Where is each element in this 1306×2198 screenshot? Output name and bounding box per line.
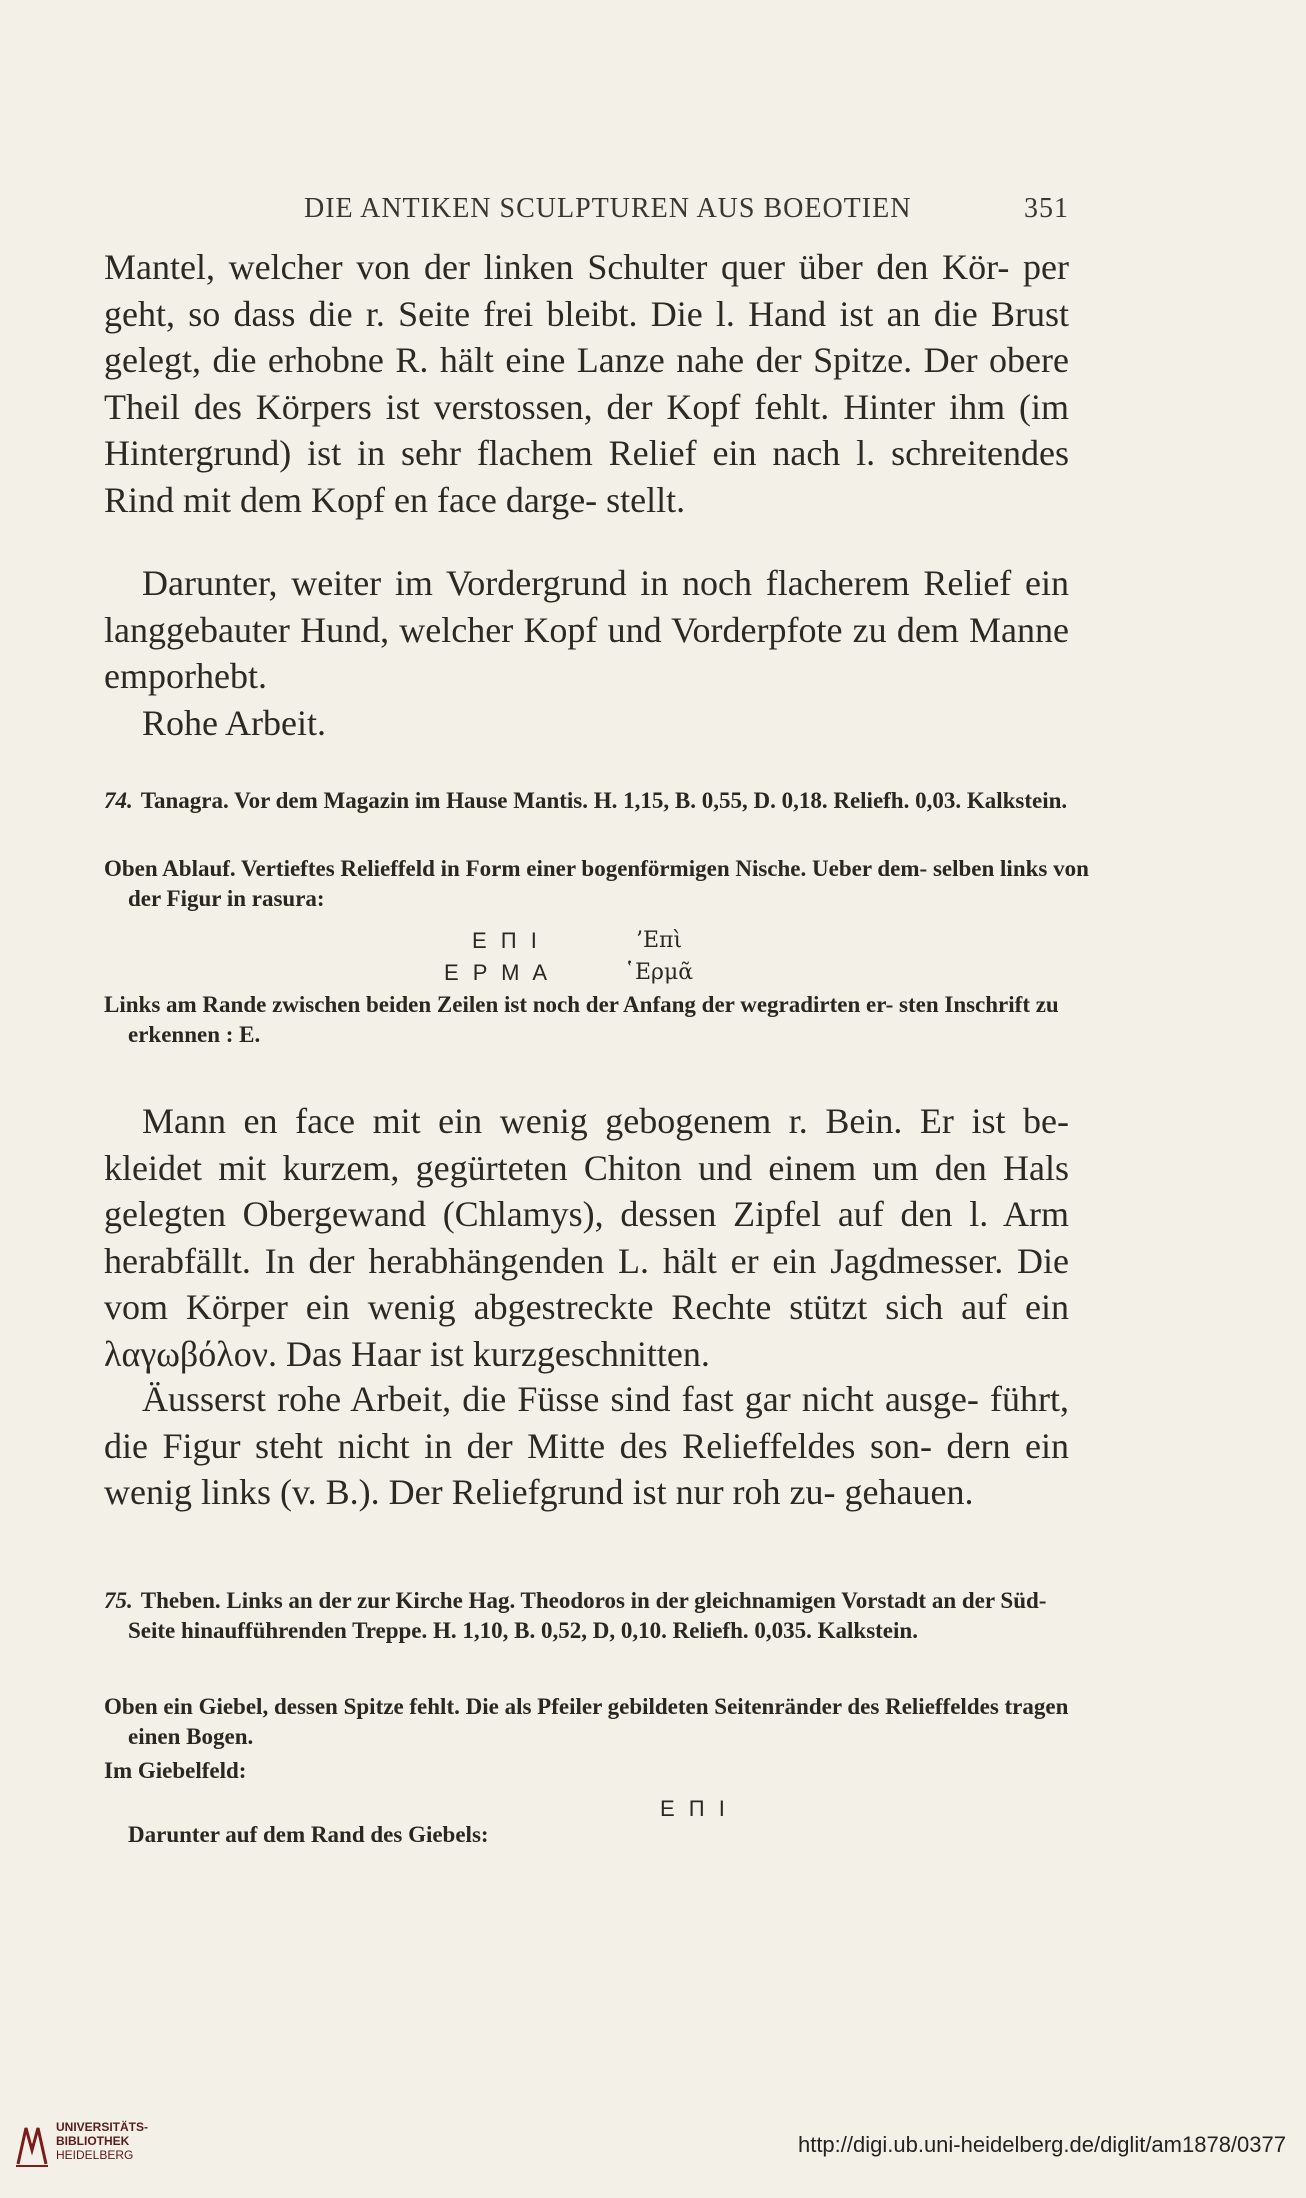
entry-74-line1: Tanagra. Vor dem Magazin im Hause Mantis. H. 1,15, B. 0,55, D. 0,18. Reliefh. 0,03. Kalkstein. — [140, 788, 1068, 813]
library-logo — [14, 2120, 164, 2180]
logo-line-1: UNIVERSITÄTS- — [56, 2120, 149, 2134]
entry-74-description: Oben Ablauf. Vertieftes Relieffeld in Form einer bogenförmigen Nische. Ueber dem- selben links von der Figur in rasura: — [104, 856, 1089, 911]
entry-74-paragraph-2: Äusserst rohe Arbeit, die Füsse sind fast gar nicht ausge- führt, die Figur steht nicht in der Mitte des Relieffeldes son- dern ein wenig links (v. B.). Der Reliefgrund ist nur roh zu- gehauen. — [104, 1379, 1069, 1512]
entry-75-inscription: Ε Π Ι — [660, 1796, 729, 1821]
library-emblem-icon — [14, 2120, 50, 2170]
inscription-caps-2: Ε Ρ Μ Α — [444, 960, 552, 985]
entry-74-paragraph-1: Mann en face mit ein wenig gebogenem r. Bein. Er ist be- kleidet mit kurzem, gegürteten Chiton und einem um den Hals gelegten Obergewand (Chlamys), dessen Zipfel auf den l. Arm herabfällt. In der herabhängenden L. hält er ein Jagdmesser. Die vom Körper ein wenig abgestreckte Rechte stützt sich auf ein λαγωβόλον. Das Haar ist kurzgeschnitten. — [104, 1101, 1069, 1374]
entry-74-number: 74. — [104, 788, 133, 813]
entry-74-note: Links am Rande zwischen beiden Zeilen ist noch der Anfang der wegradirten er- sten Inschrift zu erkennen : E. — [104, 992, 1059, 1047]
paragraph-continuation-1: Mantel, welcher von der linken Schulter quer über den Kör- per geht, so dass die r. Seite frei bleibt. Die l. Hand ist an die Brust gelegt, die erhobne R. hält eine Lanze nahe der Spitze. Der obere Theil des Körpers ist verstossen, der Kopf fehlt. Hinter ihm (im Hintergrund) ist in sehr flachem Relief ein nach l. schreitendes Rind mit dem Kopf en face darge- stellt. — [104, 247, 1069, 520]
entry-75-lower-label: Darunter auf dem Rand des Giebels: — [128, 1822, 489, 1847]
entry-75-number: 75. — [104, 1588, 133, 1613]
paragraph-continuation-3: Rohe Arbeit. — [142, 703, 326, 743]
logo-text — [56, 2120, 148, 2162]
source-url-link[interactable]: http://digi.ub.uni-heidelberg.de/diglit/am1878/0377 — [797, 2132, 1286, 2157]
logo-line-2: BIBLIOTHEK — [56, 2134, 130, 2148]
entry-74-heading — [104, 786, 1093, 816]
inscription-min-1: ’Επὶ — [636, 928, 683, 953]
header-title: DIE ANTIKEN SCULPTUREN AUS BOEOTIEN — [304, 193, 912, 224]
entry-74-inscription — [104, 928, 1069, 992]
entry-75-gable-label: Im Giebelfeld: — [104, 1758, 247, 1783]
inscription-min-2: ῾Ερμᾶ — [624, 960, 694, 985]
inscription-caps-1: Ε Π Ι — [472, 928, 541, 953]
page-number: 351 — [1024, 193, 1069, 224]
logo-line-3: HEIDELBERG — [56, 2148, 134, 2162]
entry-75-line1: Theben. Links an der zur Kirche Hag. Theodoros in der gleichnamigen Vorstadt an der Süd-Seite hinaufführenden Treppe. H. 1,10, B. 0,52, D, 0,10. Reliefh. 0,035. Kalkstein. — [128, 1588, 1047, 1643]
entry-75-description: Oben ein Giebel, dessen Spitze fehlt. Die als Pfeiler gebildeten Seitenränder des Relieffeldes tragen einen Bogen. — [104, 1694, 1069, 1749]
entry-75-heading — [104, 1586, 1093, 1646]
paragraph-continuation-2: Darunter, weiter im Vordergrund in noch flacherem Relief ein langgebauter Hund, welcher Kopf und Vorderpfote zu dem Manne emporhebt. — [104, 563, 1069, 696]
